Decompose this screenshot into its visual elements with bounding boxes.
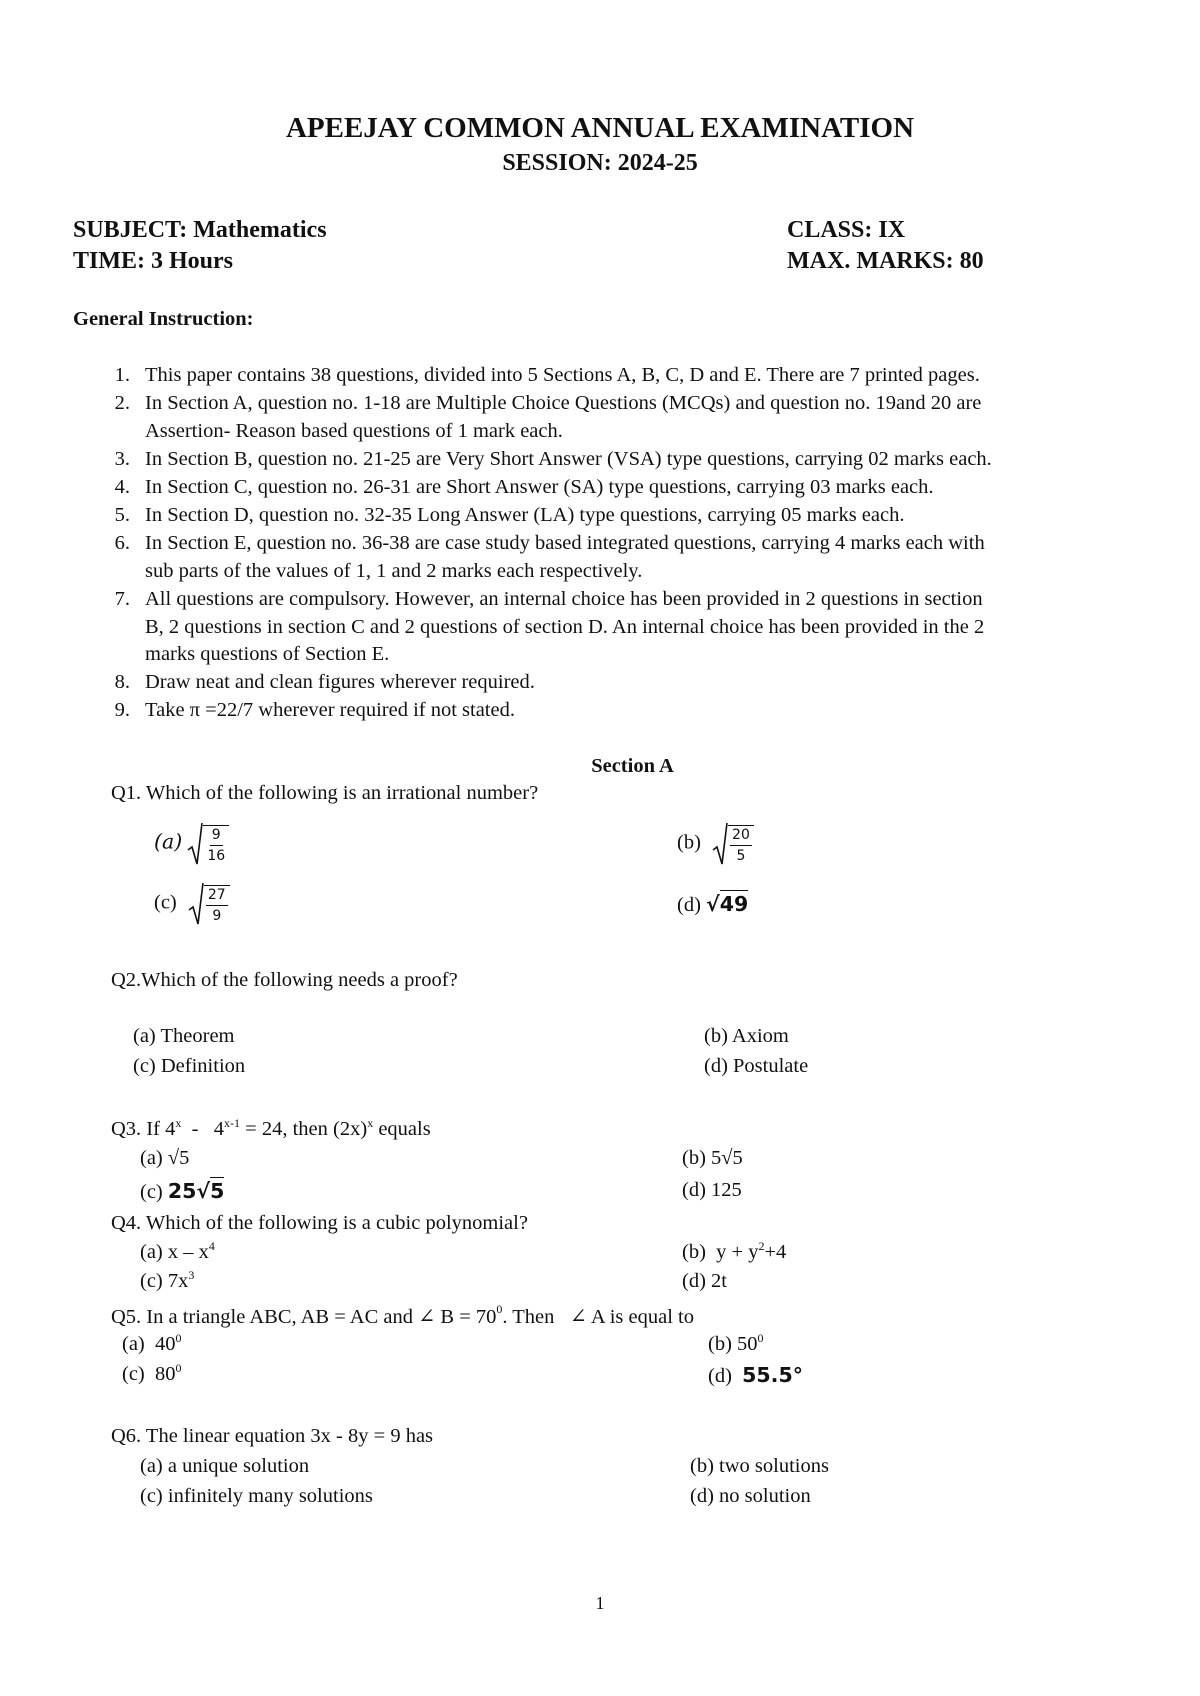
fraction	[728, 825, 754, 864]
denominator: 5	[736, 847, 746, 864]
option-text: (a) x – x	[140, 1241, 209, 1263]
q5-part: Q5. In a triangle ABC, AB = AC and ∠ B = 70	[111, 1306, 497, 1328]
q4-option-b	[682, 1241, 786, 1264]
q5-option-c	[122, 1363, 182, 1386]
sqrt-symbol: √	[706, 892, 720, 916]
q4-option-a	[140, 1241, 215, 1264]
q5-option-a	[122, 1333, 182, 1356]
option-text: (c) 7x	[140, 1270, 189, 1292]
q3-option-c	[140, 1179, 224, 1204]
q6-text: Q6. The linear equation 3x - 8y = 9 has	[111, 1425, 434, 1447]
q6-option-b: (b) two solutions	[690, 1455, 829, 1477]
max-marks-label: MAX. MARKS: 80	[787, 248, 984, 274]
q1-text: Q1. Which of the following is an irrational number?	[111, 782, 539, 804]
option-label: (d)	[677, 894, 701, 916]
exponent: 4	[208, 1239, 215, 1253]
instruction-text: In Section B, question no. 21-25 are Very Short Answer (VSA) type questions, carrying 02 marks each.	[145, 448, 992, 470]
exponent: x	[367, 1116, 374, 1130]
q1-option-a	[154, 822, 229, 866]
q2-text: Q2.Which of the following needs a proof?	[111, 969, 458, 991]
instruction-number: 2.	[114, 392, 130, 414]
instruction-number: 5.	[114, 504, 130, 526]
instructions-heading: General Instruction:	[73, 308, 254, 330]
class-label: CLASS: IX	[787, 217, 906, 243]
q5-option-b	[708, 1333, 764, 1356]
q3-option-d: (d) 125	[682, 1179, 742, 1201]
option-label: (a)	[154, 829, 183, 854]
instruction-text: sub parts of the values of 1, 1 and 2 marks each respectively.	[145, 560, 643, 582]
option-text: +4	[764, 1241, 787, 1263]
instruction-text: Assertion- Reason based questions of 1 mark each.	[145, 420, 563, 442]
q2-option-d: (d) Postulate	[704, 1055, 809, 1077]
instruction-number: 1.	[114, 364, 130, 386]
radical	[187, 822, 229, 866]
option-label: (b)	[677, 831, 701, 854]
numerator: 20	[730, 826, 752, 846]
option-label: (c)	[154, 891, 177, 914]
exponent: 3	[188, 1268, 195, 1282]
q1-option-b	[677, 822, 754, 866]
numerator: 27	[206, 886, 228, 906]
coefficient: 25	[167, 1179, 197, 1203]
instruction-number: 8.	[114, 671, 130, 693]
q4-option-c	[140, 1270, 194, 1293]
instruction-text: Draw neat and clean figures wherever required.	[145, 671, 535, 693]
q1-option-d	[677, 892, 748, 917]
q3-part: = 24, then (2x)	[240, 1118, 368, 1140]
option-text: (c) 80	[122, 1363, 176, 1385]
option-text: (b) 50	[708, 1333, 758, 1355]
q2-option-b: (b) Axiom	[704, 1025, 789, 1047]
q3-option-b: (b) 5√5	[682, 1147, 743, 1169]
instruction-text: Take π =22/7 wherever required if not stated.	[145, 699, 515, 721]
option-label: (c)	[140, 1181, 168, 1203]
option-text: (b) y + y	[682, 1241, 759, 1263]
instruction-text: This paper contains 38 questions, divided into 5 Sections A, B, C, D and E. There are 7 printed pages.	[145, 364, 980, 386]
exponent: 0	[757, 1331, 764, 1345]
instruction-number: 6.	[114, 532, 130, 554]
time-label: TIME: 3 Hours	[73, 248, 234, 274]
q4-text: Q4. Which of the following is a cubic polynomial?	[111, 1212, 528, 1234]
instruction-text: In Section A, question no. 1-18 are Multiple Choice Questions (MCQs) and question no. 19and 20 are	[145, 392, 982, 414]
instruction-number: 7.	[114, 588, 130, 610]
option-text: (a) 40	[122, 1333, 176, 1355]
numerator: 9	[210, 826, 223, 846]
option-value: 55.5°	[742, 1363, 803, 1387]
q1-option-c	[154, 882, 230, 926]
q4-option-d: (d) 2t	[682, 1270, 727, 1292]
q5-option-d	[708, 1363, 803, 1388]
exponent: 0	[496, 1302, 503, 1316]
q6-option-c: (c) infinitely many solutions	[140, 1485, 373, 1507]
instruction-text: In Section D, question no. 32-35 Long Answer (LA) type questions, carrying 05 marks each.	[145, 504, 905, 526]
q5-text	[111, 1304, 694, 1329]
radical	[712, 822, 754, 866]
exponent: x-1	[224, 1116, 241, 1130]
q6-option-d: (d) no solution	[690, 1485, 811, 1507]
exponent: x	[175, 1116, 182, 1130]
q3-part: equals	[373, 1118, 431, 1140]
instruction-text: marks questions of Section E.	[145, 643, 390, 665]
exponent: 0	[175, 1331, 182, 1345]
instruction-text: All questions are compulsory. However, an internal choice has been provided in 2 questions in section	[145, 588, 983, 610]
q3-part: - 4	[181, 1118, 225, 1140]
q3-text	[111, 1118, 431, 1141]
exponent: 0	[175, 1361, 182, 1375]
instruction-number: 9.	[114, 699, 130, 721]
fraction	[203, 825, 229, 864]
instruction-text: In Section C, question no. 26-31 are Short Answer (SA) type questions, carrying 03 marks each.	[145, 476, 934, 498]
q6-option-a: (a) a unique solution	[140, 1455, 310, 1477]
q3-part: Q3. If 4	[111, 1118, 176, 1140]
denominator: 16	[207, 847, 226, 864]
q3-option-a: (a) √5	[140, 1147, 190, 1169]
radicand: 49	[719, 892, 749, 916]
fraction	[204, 885, 230, 924]
instruction-number: 4.	[114, 476, 130, 498]
q5-part: . Then ∠ A is equal to	[502, 1306, 694, 1328]
instruction-number: 3.	[114, 448, 130, 470]
denominator: 9	[212, 907, 222, 924]
exam-title: APEEJAY COMMON ANNUAL EXAMINATION	[285, 112, 915, 144]
option-label: (d)	[708, 1365, 743, 1387]
q2-option-c: (c) Definition	[133, 1055, 246, 1077]
instruction-text: B, 2 questions in section C and 2 questions of section D. An internal choice has been provided in the 2	[145, 616, 985, 638]
subject-label: SUBJECT: Mathematics	[73, 217, 327, 243]
radicand: 5	[210, 1179, 225, 1203]
exponent: 2	[758, 1239, 765, 1253]
section-a-title: Section A	[591, 755, 674, 777]
session-label: SESSION: 2024-25	[502, 150, 698, 176]
instruction-text: In Section E, question no. 36-38 are case study based integrated questions, carrying 4 marks each with	[145, 532, 985, 554]
page-number: 1	[595, 1593, 605, 1613]
sqrt-symbol: √	[196, 1179, 211, 1203]
q2-option-a: (a) Theorem	[133, 1025, 235, 1047]
radical	[188, 882, 230, 926]
